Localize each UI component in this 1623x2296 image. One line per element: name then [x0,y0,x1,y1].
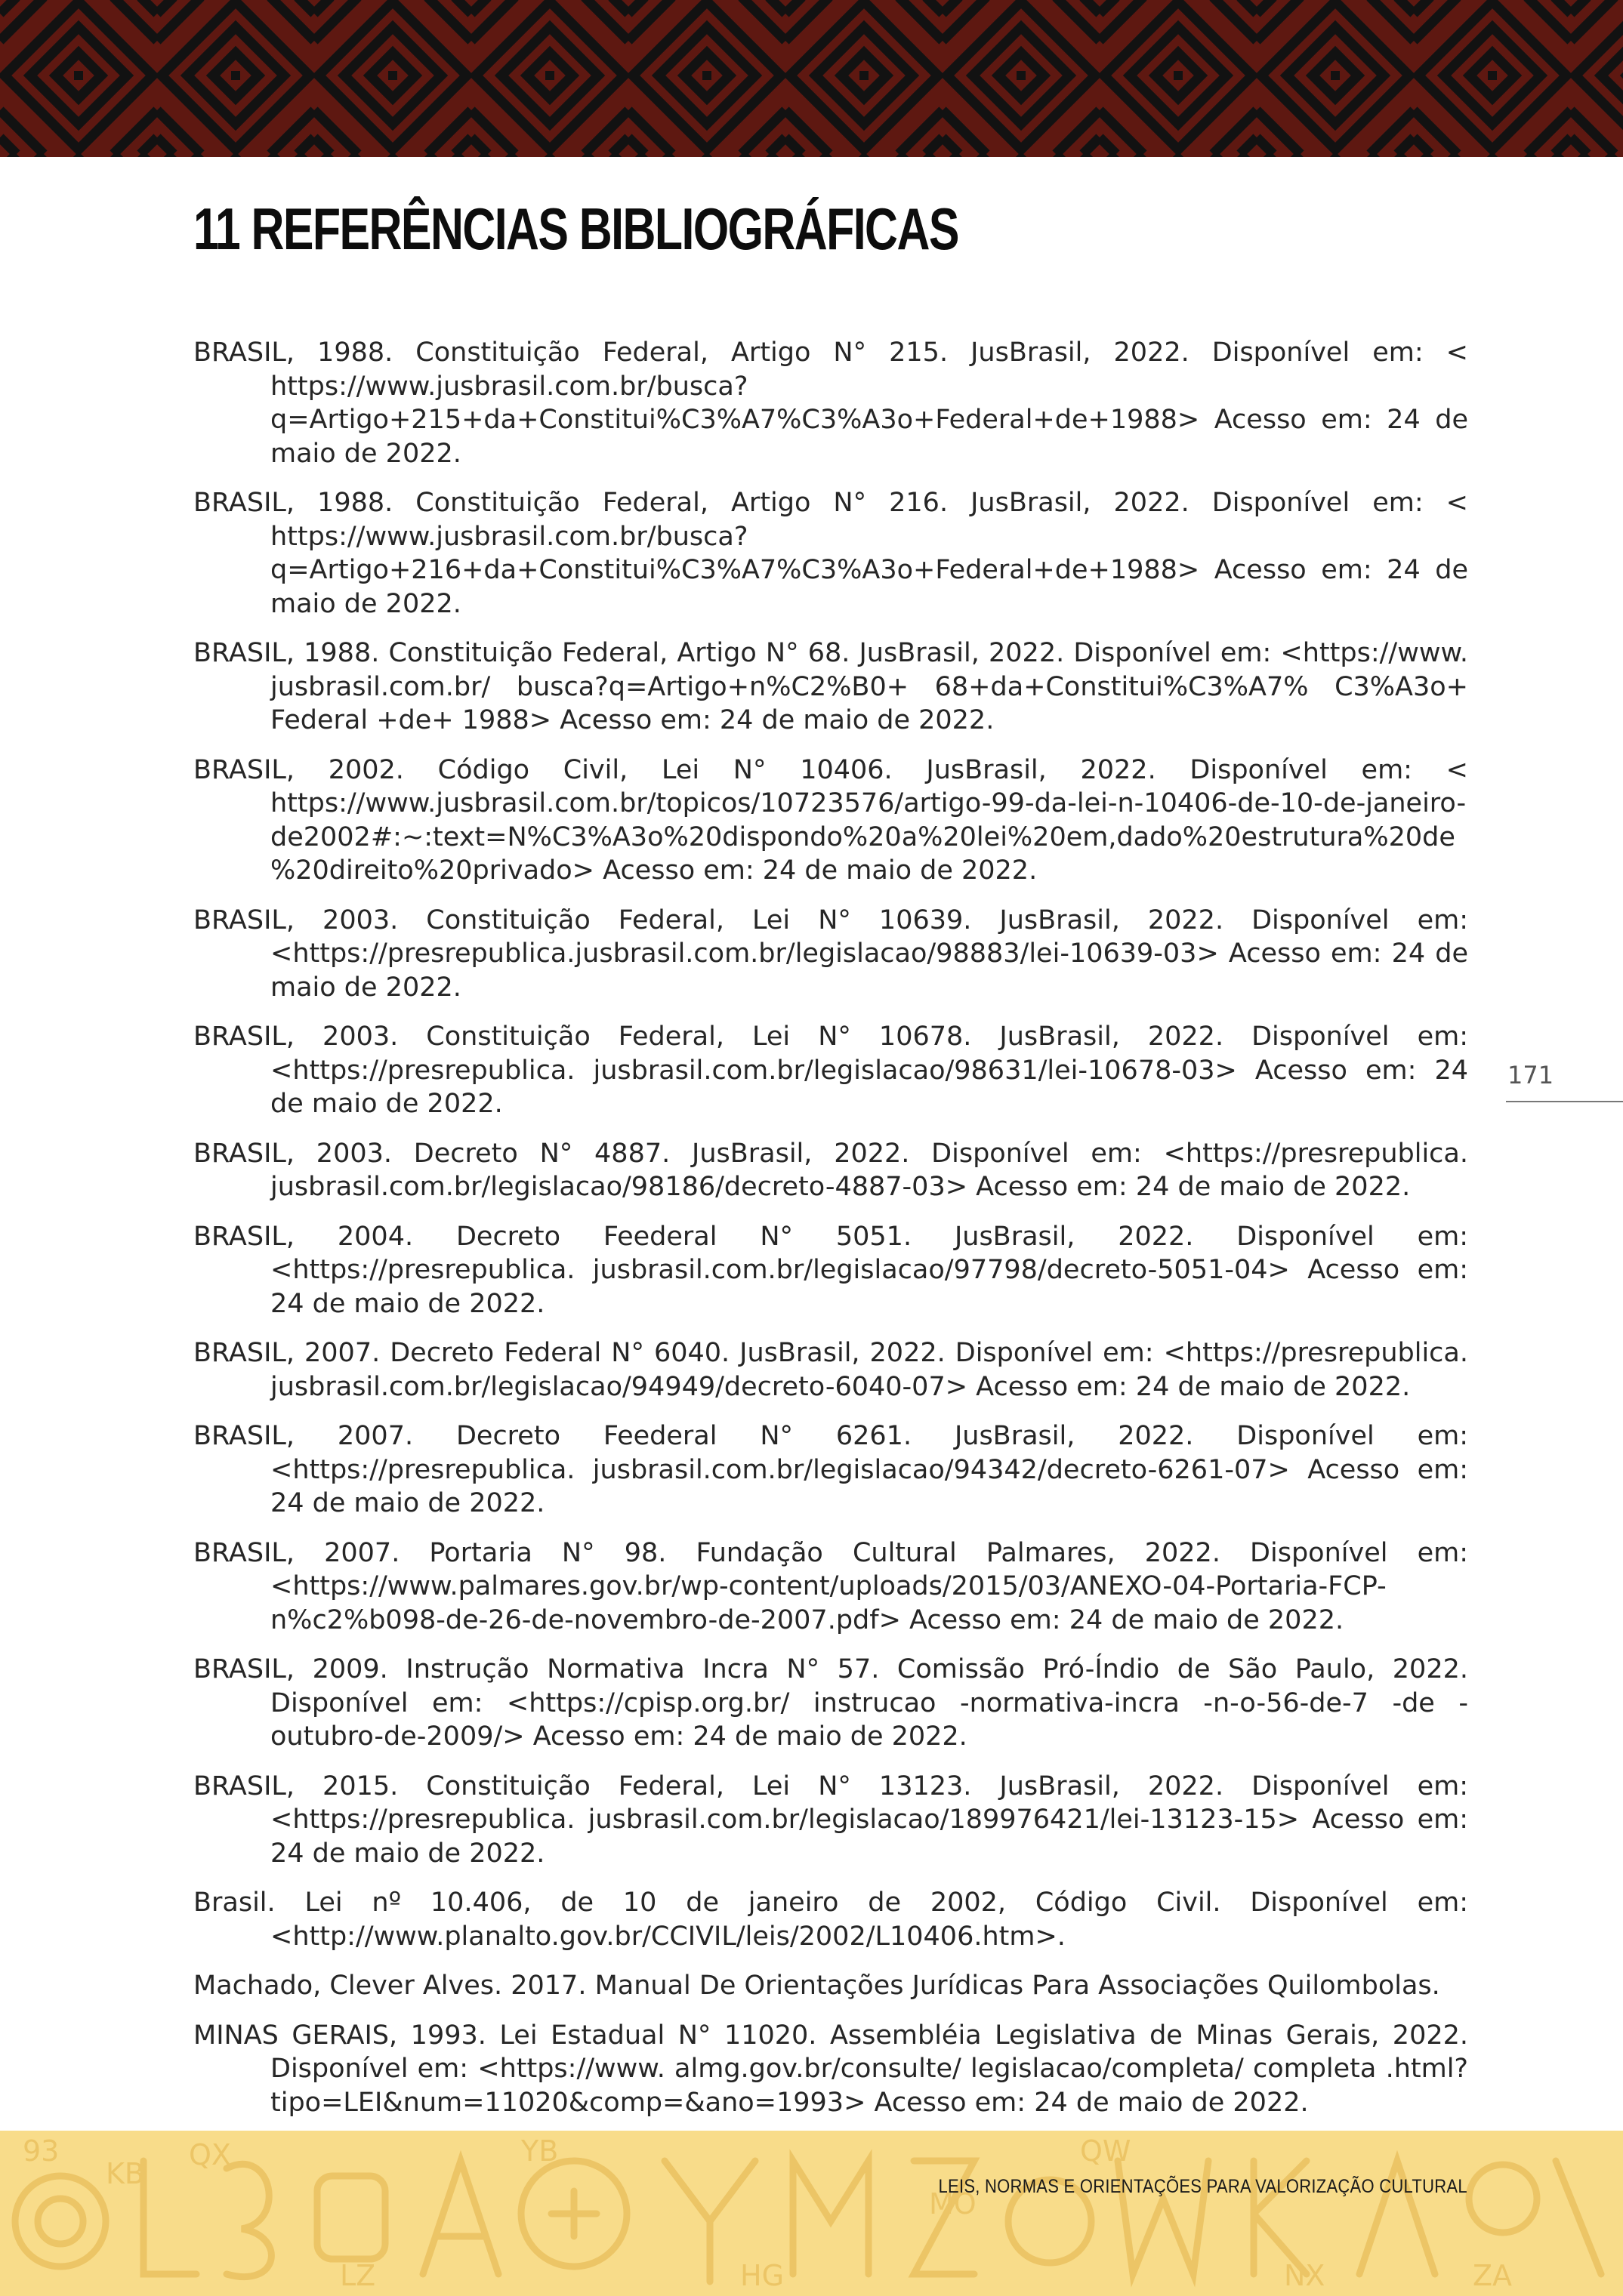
reference-item: BRASIL, 2007. Decreto Feederal N° 6261. JusBrasil, 2022. Disponível em: <https://presrepublica. jusbrasil.com.br/legislacao/94342/decreto-6261-07> Acesso em: 24 de maio de 2022. [193,1421,1468,1518]
svg-text:QW: QW [1080,2134,1131,2168]
reference-item: BRASIL, 2003. Decreto N° 4887. JusBrasil, 2022. Disponível em: <https://presrepublica. jusbrasil.com.br/legislacao/98186/decreto-4887-03> Acesso em: 24 de maio de 2022. [193,1138,1468,1202]
svg-text:MO: MO [929,2187,977,2220]
svg-text:LZ: LZ [340,2259,376,2292]
svg-text:YB: YB [521,2134,559,2168]
page-number-rule [1506,1101,1623,1102]
glyph-texture-graphic [0,2131,1623,2296]
svg-text:93: 93 [23,2134,60,2168]
reference-item: BRASIL, 2004. Decreto Feederal N° 5051. JusBrasil, 2022. Disponível em: <https://presrepublica. jusbrasil.com.br/legislacao/97798/decreto-5051-04> Acesso em: 24 de maio de 2022. [193,1221,1468,1319]
svg-text:HG: HG [740,2259,785,2292]
top-decorative-band [0,0,1623,157]
reference-item: Brasil. Lei nº 10.406, de 10 de janeiro de 2002, Código Civil. Disponível em: <http://www.planalto.gov.br/CCIVIL/leis/2002/L10406.htm>. [193,1888,1468,1952]
page-number: 171 [1507,1061,1554,1089]
reference-item: BRASIL, 2007. Portaria N° 98. Fundação Cultural Palmares, 2022. Disponível em: <https://www.palmares.gov.br/wp-content/uploads/2015/03/ANEXO-04-Portaria-FCP-n%c2%b098-de-26-de-novembro-de-2007.pdf> Acesso em: 24 de maio de 2022. [193,1537,1468,1635]
reference-item: MINAS GERAIS, 1993. Lei Estadual N° 11020. Assembléia Legislativa de Minas Gerais, 2022. Disponível em: <https://www. almg.gov.br/consulte/ legislacao/completa/ completa .html?tipo=LEI&num=11020&comp=&ano=1993> Acesso em: 24 de maio de 2022. [193,2020,1468,2118]
svg-text:KB: KB [106,2157,144,2190]
reference-item: BRASIL, 2009. Instrução Normativa Incra N° 57. Comissão Pró-Índio de São Paulo, 2022. Disponível em: <https://cpisp.org.br/ instrucao -normativa-incra -n-o-56-de-7 -de -outubro-de-2009/> Acesso em: 24 de maio de 2022. [193,1654,1468,1752]
page-title: 11 REFERÊNCIAS BIBLIOGRÁFICAS [193,196,958,262]
geometric-pattern-graphic [0,0,1623,157]
reference-item: BRASIL, 2002. Código Civil, Lei N° 10406. JusBrasil, 2022. Disponível em: < https://www.jusbrasil.com.br/topicos/10723576/artigo-99-da-lei-n-10406-de-10-de-janeiro-de2002#:~:text=N%C3%A3o%20dispondo%20a%20lei%20em,dado%20estrutura%20de%20direito%20privado> Acesso em: 24 de maio de 2022. [193,754,1468,886]
svg-text:ZA: ZA [1473,2259,1513,2292]
reference-item: Machado, Clever Alves. 2017. Manual De Orientações Jurídicas Para Associações Quilombolas. [193,1971,1440,2001]
svg-text:NX: NX [1284,2259,1325,2292]
footer-publication-title: LEIS, NORMAS E ORIENTAÇÕES PARA VALORIZAÇÃO CULTURAL [938,2176,1467,2197]
reference-item: BRASIL, 2003. Constituição Federal, Lei N° 10678. JusBrasil, 2022. Disponível em: <https://presrepublica. jusbrasil.com.br/legislacao/98631/lei-10678-03> Acesso em: 24 de maio de 2022. [193,1022,1468,1119]
reference-list [193,336,1468,2135]
bottom-decorative-band [0,2131,1623,2296]
reference-item: BRASIL, 1988. Constituição Federal, Artigo N° 216. JusBrasil, 2022. Disponível em: < https://www.jusbrasil.com.br/busca?q=Artigo+216+da+Constitui%C3%A7%C3%A3o+Federal+de+1988> Acesso em: 24 de maio de 2022. [193,488,1468,619]
reference-item: BRASIL, 1988. Constituição Federal, Artigo N° 68. JusBrasil, 2022. Disponível em: <https://www. jusbrasil.com.br/ busca?q=Artigo+n%C2%B0+ 68+da+Constitui%C3%A7% C3%A3o+ Federal +de+ 1988> Acesso em: 24 de maio de 2022. [193,638,1468,735]
svg-text:QX: QX [189,2138,231,2171]
reference-item: BRASIL, 2015. Constituição Federal, Lei N° 13123. JusBrasil, 2022. Disponível em: <https://presrepublica. jusbrasil.com.br/legislacao/189976421/lei-13123-15> Acesso em: 24 de maio de 2022. [193,1771,1468,1869]
reference-item: BRASIL, 2007. Decreto Federal N° 6040. JusBrasil, 2022. Disponível em: <https://presrepublica. jusbrasil.com.br/legislacao/94949/decreto-6040-07> Acesso em: 24 de maio de 2022. [193,1338,1468,1402]
reference-item: BRASIL, 2003. Constituição Federal, Lei N° 10639. JusBrasil, 2022. Disponível em: <https://presrepublica.jusbrasil.com.br/legislacao/98883/lei-10639-03> Acesso em: 24 de maio de 2022. [193,905,1468,1003]
reference-item: BRASIL, 1988. Constituição Federal, Artigo N° 215. JusBrasil, 2022. Disponível em: < https://www.jusbrasil.com.br/busca?q=Artigo+215+da+Constitui%C3%A7%C3%A3o+Federal+de+1988> Acesso em: 24 de maio de 2022. [193,337,1468,469]
